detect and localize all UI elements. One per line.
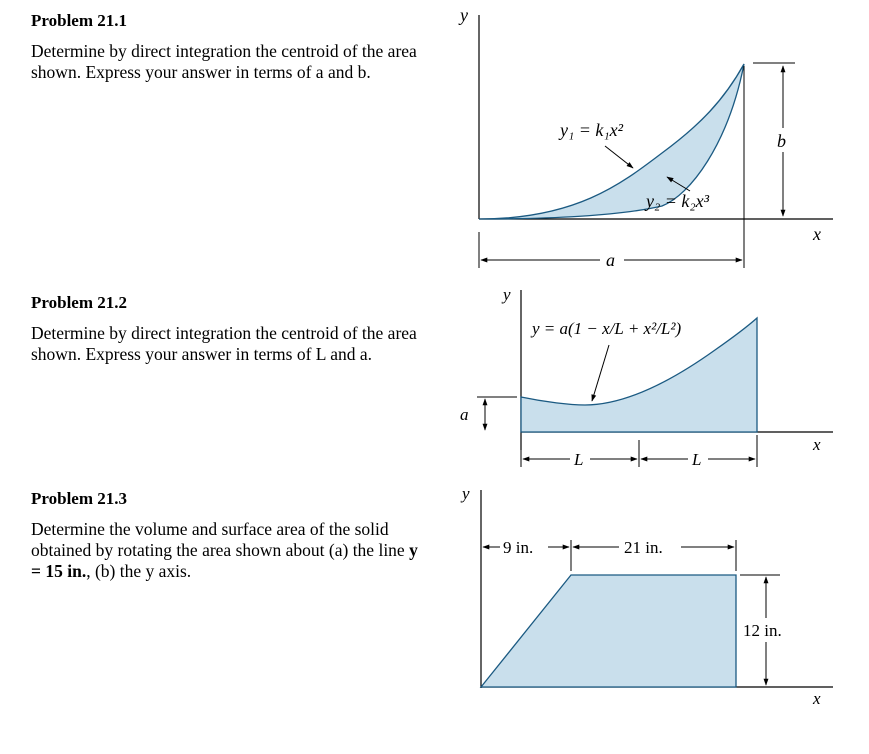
- problem-title: Problem 21.1: [31, 11, 128, 30]
- dim-a-label: a: [606, 250, 615, 270]
- x-axis-label: x: [813, 689, 821, 708]
- problem-title: Problem 21.2: [31, 293, 128, 312]
- dim-a-label: a: [460, 405, 469, 424]
- y-axis-label: y: [503, 285, 511, 304]
- problem-title: Problem 21.3: [31, 489, 128, 508]
- equation-label: y = a(1 − x/L + x²/L²): [532, 319, 682, 338]
- x-axis-label: x: [813, 435, 821, 454]
- curve1-label: y₁ = k₁x²: [560, 120, 624, 140]
- equation-leader: [592, 345, 609, 401]
- x-axis-label: x: [813, 224, 821, 244]
- figure-21-2: [460, 285, 833, 469]
- problem-text: Determine the volume and surface area of the solid obtained by rotating the area shown about (a) the line y = 15 in., (b) the y axis.: [31, 519, 418, 581]
- y-axis-label: y: [460, 5, 468, 25]
- dim-9-label: 9 in.: [503, 538, 534, 557]
- curve1-leader: [605, 146, 633, 168]
- y-axis-label: y: [462, 484, 470, 503]
- dim-21-label: 21 in.: [624, 538, 663, 557]
- problem-text: Determine by direct integration the centroid of the area shown. Express your answer in terms of L and a.: [31, 323, 417, 364]
- curve2-label: y₂ = k₂x³: [646, 191, 710, 211]
- dim-12-label: 12 in.: [743, 621, 782, 640]
- dim-L2-label: L: [692, 450, 702, 469]
- dim-b-label: b: [777, 131, 786, 151]
- dim-L1-label: L: [574, 450, 584, 469]
- figure-21-3: [460, 484, 833, 708]
- trapezoid-area: [481, 575, 736, 687]
- figure-21-1: [458, 5, 833, 270]
- problem-text: Determine by direct integration the centroid of the area shown. Express your answer in terms of a and b.: [31, 41, 417, 82]
